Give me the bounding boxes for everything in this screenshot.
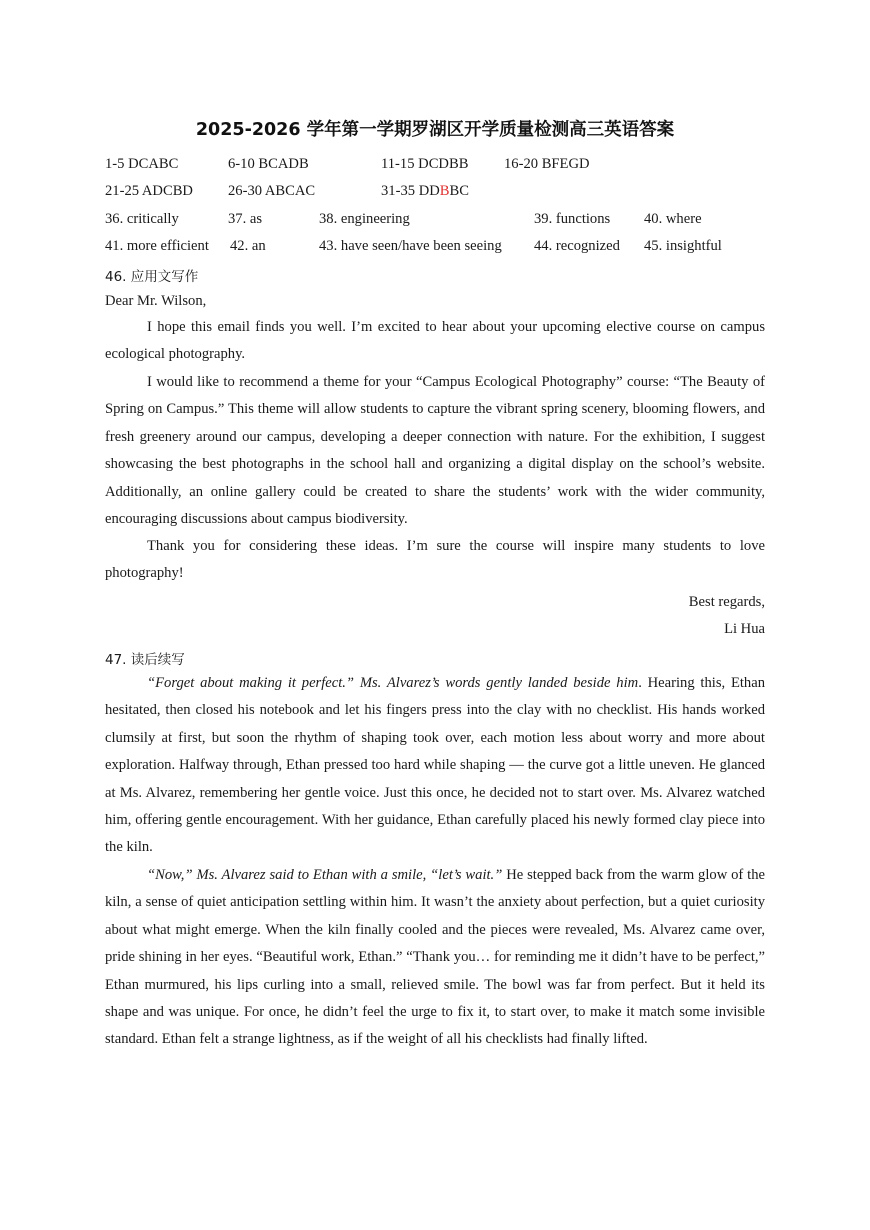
- answer-row-3: [105, 211, 805, 233]
- paragraph-text: . Hearing this, Ethan hesitated, then closed his notebook and let his fingers press into the clay with no checklist. His hands worked clumsily at first, but soon the rhythm of shaping took over, each motion less about worry and more about exploration. Halfway through, Ethan pressed too hard while shaping — the curve got a little uneven. He glanced at Ms. Alvarez, remembering her gentle voice. Just this once, he decided not to start over. Ms. Alvarez watched him, offering gentle encouragement. With her guidance, Ethan carefully placed his newly formed clay piece into the kiln.: [105, 675, 765, 856]
- letter-paragraph-2: I would like to recommend a theme for your “Campus Ecological Photography” course: “The Beauty of Spring on Campus.” This theme will allow students to capture the vibrant spring scenery, blooming flowers, and fresh greenery around our campus, developing a deeper connection with nature. For the exhibition, I suggest showcasing the best photographs in the school hall and organizing a digital display on the school’s website. Additionally, an online gallery could be created to share the students’ work with the wider community, encouraging discussions about campus biodiversity.: [105, 374, 765, 528]
- answer-item: 39. functions: [534, 211, 611, 227]
- answer-group: 26-30 ABCAC: [228, 183, 316, 199]
- letter-salutation: Dear Mr. Wilson,: [105, 293, 207, 309]
- answer-text: 31-35 DD: [381, 183, 440, 199]
- opening-sentence: “Now,” Ms. Alvarez said to Ethan with a smile, “let’s wait.”: [147, 867, 503, 883]
- letter-closing: Best regards,: [688, 594, 765, 610]
- answer-item: 45. insightful: [644, 238, 722, 254]
- answer-item: 36. critically: [105, 211, 179, 227]
- answer-row-1: [105, 156, 805, 178]
- section-label-47: 47. 读后续写: [105, 652, 185, 668]
- answer-row-2: [105, 183, 805, 205]
- letter-paragraph-3: Thank you for considering these ideas. I’m sure the course will inspire many students to love photography!: [105, 538, 765, 582]
- letter-signature: Li Hua: [724, 621, 765, 637]
- answer-item: 42. an: [230, 238, 266, 254]
- opening-sentence: “Forget about making it perfect.” Ms. Alvarez’s words gently landed beside him: [147, 675, 639, 691]
- continuation-paragraph-1: [105, 670, 765, 862]
- answer-group: 21-25 ADCBD: [105, 183, 193, 199]
- answer-item: 37. as: [228, 211, 263, 227]
- answer-text: BC: [449, 183, 469, 199]
- answer-group: 11-15 DCDBB: [381, 156, 469, 172]
- continuation-paragraph-2: [105, 862, 765, 1054]
- answer-group: 16-20 BFEGD: [504, 156, 590, 172]
- answer-group-31-35: [381, 183, 469, 200]
- answer-item: 41. more efficient: [105, 238, 209, 254]
- answer-row-4: [105, 238, 805, 260]
- section-label-46: 46. 应用文写作: [105, 269, 199, 285]
- paragraph-text: He stepped back from the warm glow of the kiln, a sense of quiet anticipation settling within him. It wasn’t the anxiety about perfection, but a quiet curiosity about what might emerge. When the kiln finally cooled and the pieces were revealed, Ms. Alvarez came over, pride shining in her eyes. “Beautiful work, Ethan.” “Thank you… for reminding me it didn’t have to be perfect,” Ethan murmured, his lips curling into a small, relieved smile. The bowl was far from perfect. But it held its shape and was unique. For once, he didn’t feel the urge to fix it, to start over, to make it match some invisible standard. Ethan felt a strange lightness, as if the weight of all his checklists had finally lifted.: [105, 867, 765, 1048]
- letter-paragraph-1: I hope this email finds you well. I’m excited to hear about your upcoming elective course on campus ecological photography.: [105, 319, 765, 363]
- answer-item: 44. recognized: [534, 238, 620, 254]
- answer-item: 40. where: [644, 211, 702, 227]
- answer-item: 38. engineering: [319, 211, 410, 227]
- answer-item: 43. have seen/have been seeing: [319, 238, 502, 254]
- page-title: 2025-2026 学年第一学期罗湖区开学质量检测高三英语答案: [195, 120, 675, 140]
- answer-highlight: B: [439, 183, 450, 199]
- answer-group: 6-10 BCADB: [228, 156, 309, 172]
- answer-group: 1-5 DCABC: [105, 156, 179, 172]
